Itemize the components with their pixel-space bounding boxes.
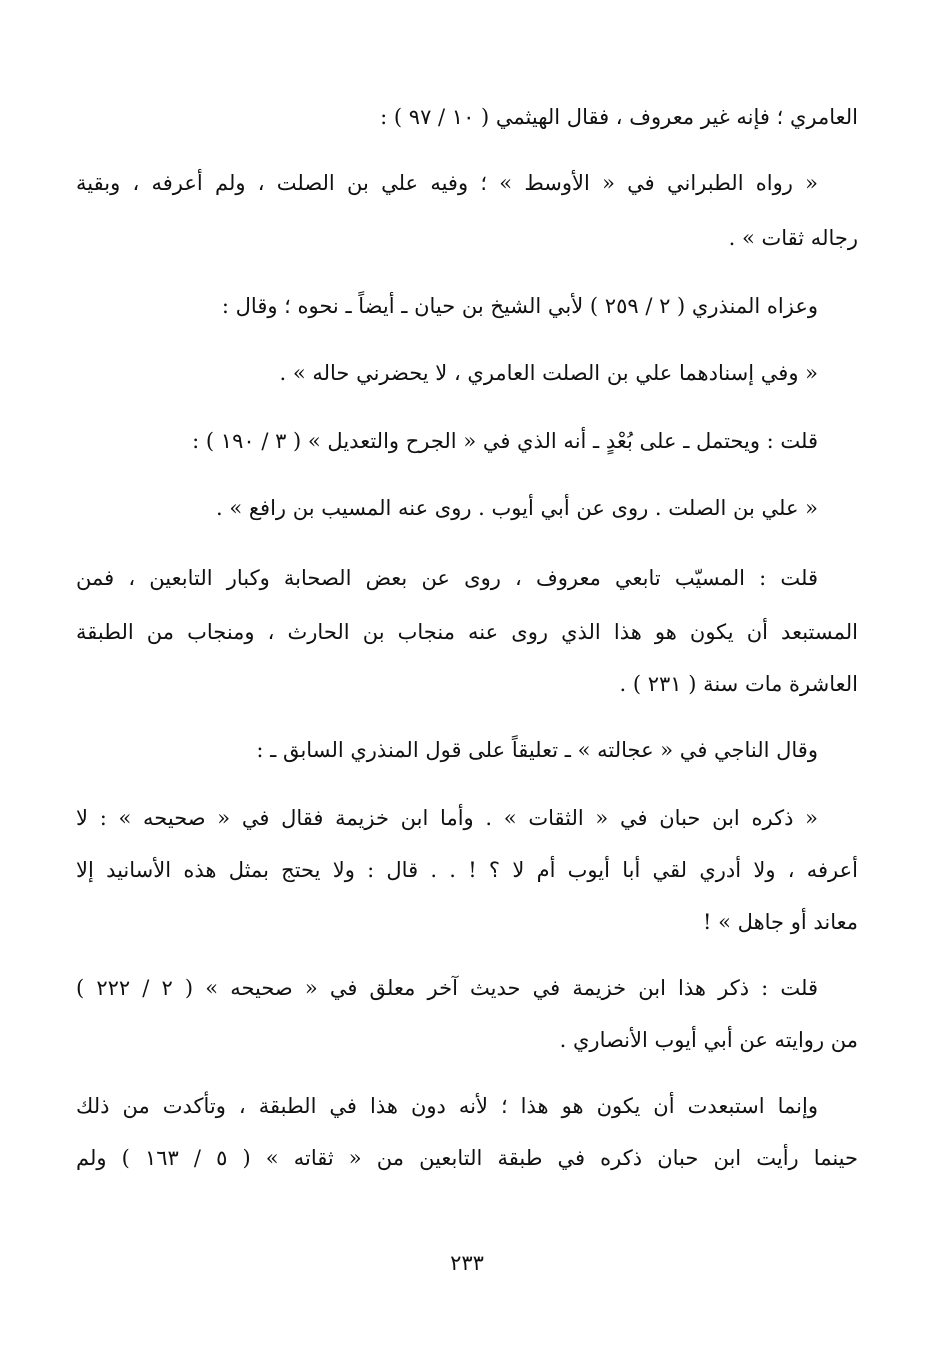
- text-line-12: « ذكره ابن حبان في « الثقات » . وأما ابن خزيمة فقال في « صحيحه » : لا: [76, 806, 818, 830]
- text-line-15: قلت : ذكر هذا ابن خزيمة في حديث آخر معلق في « صحيحه » ( ٢ / ٢٢٢ ): [76, 976, 818, 1000]
- text-line-7: « علي بن الصلت . روى عن أبي أيوب . روى عنه المسيب بن رافع » .: [215, 496, 818, 520]
- text-line-18: حينما رأيت ابن حبان ذكره في طبقة التابعين من « ثقاته » ( ٥ / ١٦٣ ) ولم: [76, 1146, 858, 1170]
- page-number: ٢٣٣: [450, 1251, 484, 1275]
- text-line-13: أعرفه ، ولا أدري لقي أبا أيوب أم لا ؟ ! . . قال : ولا يحتج بمثل هذه الأسانيد إلا: [76, 858, 858, 882]
- text-line-11: وقال الناجي في « عجالته » ـ تعليقاً على قول المنذري السابق ـ :: [256, 738, 818, 762]
- text-line-17: وإنما استبعدت أن يكون هو هذا ؛ لأنه دون هذا في الطبقة ، وتأكدت من ذلك: [76, 1094, 818, 1118]
- text-line-3: رجاله ثقات » .: [728, 226, 858, 250]
- text-line-5: « وفي إسنادهما علي بن الصلت العامري ، لا يحضرني حاله » .: [279, 361, 818, 385]
- text-line-1: العامري ؛ فإنه غير معروف ، فقال الهيثمي ( ١٠ / ٩٧ ) :: [380, 105, 858, 129]
- text-line-14: معاند أو جاهل » !: [703, 910, 858, 934]
- text-line-2: « رواه الطبراني في « الأوسط » ؛ وفيه علي بن الصلت ، ولم أعرفه ، وبقية: [76, 171, 818, 195]
- text-line-9: المستبعد أن يكون هو هذا الذي روى عنه منجاب بن الحارث ، ومنجاب من الطبقة: [76, 620, 858, 644]
- text-line-8: قلت : المسيّب تابعي معروف ، روى عن بعض الصحابة وكبار التابعين ، فمن: [76, 566, 818, 590]
- text-line-16: من روايته عن أبي أيوب الأنصاري .: [559, 1028, 858, 1052]
- text-line-10: العاشرة مات سنة ( ٢٣١ ) .: [619, 672, 858, 696]
- text-line-4: وعزاه المنذري ( ٢ / ٢٥٩ ) لأبي الشيخ بن حيان ـ أيضاً ـ نحوه ؛ وقال :: [221, 294, 818, 318]
- text-line-6: قلت : ويحتمل ـ على بُعْدٍ ـ أنه الذي في « الجرح والتعديل » ( ٣ / ١٩٠ ) :: [192, 429, 818, 453]
